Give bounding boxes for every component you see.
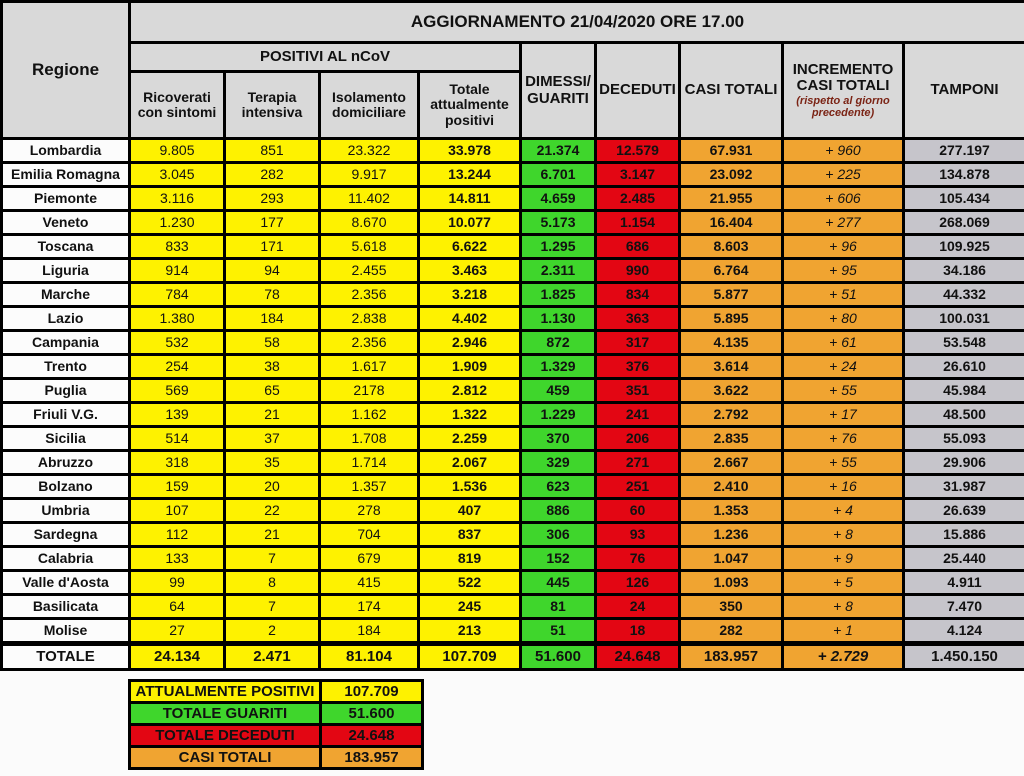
casi-totali-value: 21.955 <box>680 187 783 211</box>
tamponi-value: 105.434 <box>904 187 1024 211</box>
totale-positivi-value: 1.322 <box>419 403 521 427</box>
totale-positivi-value: 3.463 <box>419 259 521 283</box>
tamponi-value: 109.925 <box>904 235 1024 259</box>
deceduti-value: 686 <box>596 235 680 259</box>
region-name: Sardegna <box>2 523 130 547</box>
table-row <box>2 571 1024 595</box>
table-row <box>2 499 1024 523</box>
region-name: Friuli V.G. <box>2 403 130 427</box>
update-title: AGGIORNAMENTO 21/04/2020 ORE 17.00 <box>130 2 1024 43</box>
deceduti-value: 2.485 <box>596 187 680 211</box>
casi-totali-value: 3.622 <box>680 379 783 403</box>
totale-positivi-value: 13.244 <box>419 163 521 187</box>
incremento-value: + 1 <box>783 619 904 644</box>
isolamento-value: 2.356 <box>320 331 419 355</box>
dimessi-guariti-header: DIMESSI/ GUARITI <box>521 43 596 139</box>
tamponi-value: 29.906 <box>904 451 1024 475</box>
ricoverati-value: 254 <box>130 355 225 379</box>
ricoverati-value: 514 <box>130 427 225 451</box>
ricoverati-value: 107 <box>130 499 225 523</box>
casi-totali-value: 4.135 <box>680 331 783 355</box>
region-name: Abruzzo <box>2 451 130 475</box>
incremento-value: + 61 <box>783 331 904 355</box>
incremento-value: + 606 <box>783 187 904 211</box>
dimessi-guariti-value: 370 <box>521 427 596 451</box>
isolamento-value: 174 <box>320 595 419 619</box>
legend-row <box>130 703 423 725</box>
incremento-value: + 95 <box>783 259 904 283</box>
region-name: Emilia Romagna <box>2 163 130 187</box>
tamponi-value: 268.069 <box>904 211 1024 235</box>
region-name: Puglia <box>2 379 130 403</box>
ricoverati-value: 9.805 <box>130 139 225 163</box>
incremento-value: + 8 <box>783 595 904 619</box>
isolamento-value: 8.670 <box>320 211 419 235</box>
casi-totali-value: 2.792 <box>680 403 783 427</box>
dimessi-guariti-value: 6.701 <box>521 163 596 187</box>
terapia-intensiva-value: 38 <box>225 355 320 379</box>
casi-totali-value: 1.093 <box>680 571 783 595</box>
tamponi-value: 4.124 <box>904 619 1024 644</box>
casi-totali-value: 67.931 <box>680 139 783 163</box>
region-name: Trento <box>2 355 130 379</box>
terapia-intensiva-value: 8 <box>225 571 320 595</box>
tamponi-value: 277.197 <box>904 139 1024 163</box>
tamponi-value: 134.878 <box>904 163 1024 187</box>
isolamento-value: 184 <box>320 619 419 644</box>
region-name: Valle d'Aosta <box>2 571 130 595</box>
ricoverati-value: 3.116 <box>130 187 225 211</box>
summary-legend <box>128 679 424 770</box>
terapia-intensiva-value: 94 <box>225 259 320 283</box>
totale-positivi-value: 3.218 <box>419 283 521 307</box>
table-row <box>2 427 1024 451</box>
casi-totali-value: 2.835 <box>680 427 783 451</box>
tamponi-value: 55.093 <box>904 427 1024 451</box>
ricoverati-value: 3.045 <box>130 163 225 187</box>
dimessi-guariti-value: 329 <box>521 451 596 475</box>
isolamento-value: 2.356 <box>320 283 419 307</box>
casi-totali-value: 1.047 <box>680 547 783 571</box>
table-row <box>2 403 1024 427</box>
totale-positivi-value: 107.709 <box>419 644 521 670</box>
ricoverati-value: 139 <box>130 403 225 427</box>
terapia-intensiva-value: 293 <box>225 187 320 211</box>
deceduti-value: 24.648 <box>596 644 680 670</box>
terapia-intensiva-value: 2 <box>225 619 320 644</box>
totale-positivi-value: 4.402 <box>419 307 521 331</box>
region-name: Calabria <box>2 547 130 571</box>
ricoverati-value: 64 <box>130 595 225 619</box>
dimessi-guariti-value: 872 <box>521 331 596 355</box>
deceduti-value: 12.579 <box>596 139 680 163</box>
region-name: Bolzano <box>2 475 130 499</box>
deceduti-value: 3.147 <box>596 163 680 187</box>
table-row <box>2 523 1024 547</box>
totale-positivi-value: 10.077 <box>419 211 521 235</box>
legend-row <box>130 725 423 747</box>
isolamento-value: 679 <box>320 547 419 571</box>
incremento-value: + 960 <box>783 139 904 163</box>
casi-totali-value: 8.603 <box>680 235 783 259</box>
casi-totali-value: 350 <box>680 595 783 619</box>
dimessi-guariti-value: 4.659 <box>521 187 596 211</box>
incremento-value: + 8 <box>783 523 904 547</box>
ricoverati-value: 99 <box>130 571 225 595</box>
totale-positivi-value: 33.978 <box>419 139 521 163</box>
table-row <box>2 187 1024 211</box>
region-name: Umbria <box>2 499 130 523</box>
incremento-value: + 2.729 <box>783 644 904 670</box>
deceduti-value: 271 <box>596 451 680 475</box>
tamponi-value: 53.548 <box>904 331 1024 355</box>
table-row <box>2 307 1024 331</box>
deceduti-value: 126 <box>596 571 680 595</box>
casi-totali-value: 2.410 <box>680 475 783 499</box>
dimessi-guariti-value: 623 <box>521 475 596 499</box>
deceduti-value: 18 <box>596 619 680 644</box>
totale-positivi-value: 522 <box>419 571 521 595</box>
tamponi-value: 4.911 <box>904 571 1024 595</box>
incremento-header-note: (rispetto al giorno precedente) <box>796 94 890 119</box>
isolamento-value: 23.322 <box>320 139 419 163</box>
totale-positivi-value: 14.811 <box>419 187 521 211</box>
tamponi-header: TAMPONI <box>904 43 1024 139</box>
region-name: Molise <box>2 619 130 644</box>
region-name: Sicilia <box>2 427 130 451</box>
tamponi-value: 31.987 <box>904 475 1024 499</box>
isolamento-value: 704 <box>320 523 419 547</box>
tamponi-value: 1.450.150 <box>904 644 1024 670</box>
incremento-value: + 76 <box>783 427 904 451</box>
casi-totali-value: 282 <box>680 619 783 644</box>
totale-positivi-value: 407 <box>419 499 521 523</box>
deceduti-value: 834 <box>596 283 680 307</box>
incremento-value: + 80 <box>783 307 904 331</box>
deceduti-value: 93 <box>596 523 680 547</box>
ricoverati-value: 914 <box>130 259 225 283</box>
terapia-intensiva-value: 35 <box>225 451 320 475</box>
isolamento-value: 2.838 <box>320 307 419 331</box>
isolamento-value: 1.617 <box>320 355 419 379</box>
table-row <box>2 139 1024 163</box>
totale-positivi-value: 2.259 <box>419 427 521 451</box>
region-name: Liguria <box>2 259 130 283</box>
casi-totali-value: 183.957 <box>680 644 783 670</box>
tamponi-value: 100.031 <box>904 307 1024 331</box>
deceduti-value: 60 <box>596 499 680 523</box>
incremento-value: + 17 <box>783 403 904 427</box>
region-name: Marche <box>2 283 130 307</box>
incremento-value: + 55 <box>783 451 904 475</box>
table-row <box>2 355 1024 379</box>
isolamento-value: 2178 <box>320 379 419 403</box>
ricoverati-value: 1.230 <box>130 211 225 235</box>
table-row <box>2 283 1024 307</box>
dimessi-guariti-value: 1.825 <box>521 283 596 307</box>
legend-label: CASI TOTALI <box>130 747 321 769</box>
incremento-value: + 51 <box>783 283 904 307</box>
ricoverati-value: 112 <box>130 523 225 547</box>
incremento-value: + 55 <box>783 379 904 403</box>
table-row <box>2 379 1024 403</box>
isolamento-value: 415 <box>320 571 419 595</box>
totale-row <box>2 644 1024 670</box>
deceduti-value: 317 <box>596 331 680 355</box>
table-row <box>2 619 1024 644</box>
deceduti-header: DECEDUTI <box>596 43 680 139</box>
legend-value: 107.709 <box>321 681 423 703</box>
ricoverati-value: 784 <box>130 283 225 307</box>
table-row <box>2 259 1024 283</box>
casi-totali-value: 3.614 <box>680 355 783 379</box>
deceduti-value: 376 <box>596 355 680 379</box>
terapia-intensiva-value: 851 <box>225 139 320 163</box>
region-name: Basilicata <box>2 595 130 619</box>
isolamento-value: 11.402 <box>320 187 419 211</box>
ricoverati-value: 133 <box>130 547 225 571</box>
totale-positivi-value: 1.536 <box>419 475 521 499</box>
terapia-intensiva-value: 171 <box>225 235 320 259</box>
ricoverati-value: 1.380 <box>130 307 225 331</box>
isolamento-value: 1.162 <box>320 403 419 427</box>
terapia-intensiva-value: 2.471 <box>225 644 320 670</box>
region-name: Lazio <box>2 307 130 331</box>
dimessi-guariti-value: 459 <box>521 379 596 403</box>
isolamento-value: 1.357 <box>320 475 419 499</box>
terapia-intensiva-header: Terapia intensiva <box>225 72 320 139</box>
dimessi-guariti-value: 1.295 <box>521 235 596 259</box>
casi-totali-value: 1.353 <box>680 499 783 523</box>
legend-row <box>130 747 423 769</box>
deceduti-value: 351 <box>596 379 680 403</box>
legend-value: 183.957 <box>321 747 423 769</box>
deceduti-value: 363 <box>596 307 680 331</box>
legend-value: 24.648 <box>321 725 423 747</box>
dimessi-guariti-value: 1.130 <box>521 307 596 331</box>
table-row <box>2 211 1024 235</box>
dimessi-guariti-value: 51 <box>521 619 596 644</box>
totale-positivi-value: 245 <box>419 595 521 619</box>
ricoverati-value: 569 <box>130 379 225 403</box>
incremento-value: + 277 <box>783 211 904 235</box>
isolamento-value: 9.917 <box>320 163 419 187</box>
table-row <box>2 595 1024 619</box>
terapia-intensiva-value: 21 <box>225 523 320 547</box>
casi-totali-value: 2.667 <box>680 451 783 475</box>
deceduti-value: 24 <box>596 595 680 619</box>
totale-positivi-value: 819 <box>419 547 521 571</box>
incremento-header <box>783 43 904 139</box>
terapia-intensiva-value: 22 <box>225 499 320 523</box>
legend-label: TOTALE GUARITI <box>130 703 321 725</box>
incremento-header-title: INCREMENTO CASI TOTALI <box>792 60 894 95</box>
tamponi-value: 25.440 <box>904 547 1024 571</box>
dimessi-guariti-value: 152 <box>521 547 596 571</box>
terapia-intensiva-value: 37 <box>225 427 320 451</box>
terapia-intensiva-value: 20 <box>225 475 320 499</box>
isolamento-value: 278 <box>320 499 419 523</box>
table-row <box>2 475 1024 499</box>
tamponi-value: 7.470 <box>904 595 1024 619</box>
tamponi-value: 15.886 <box>904 523 1024 547</box>
table-row <box>2 163 1024 187</box>
deceduti-value: 241 <box>596 403 680 427</box>
region-name: Toscana <box>2 235 130 259</box>
totale-positivi-value: 213 <box>419 619 521 644</box>
table-row <box>2 331 1024 355</box>
terapia-intensiva-value: 177 <box>225 211 320 235</box>
dimessi-guariti-value: 886 <box>521 499 596 523</box>
terapia-intensiva-value: 282 <box>225 163 320 187</box>
casi-totali-value: 16.404 <box>680 211 783 235</box>
dimessi-guariti-value: 81 <box>521 595 596 619</box>
totale-positivi-header: Totale attualmente positivi <box>419 72 521 139</box>
terapia-intensiva-value: 65 <box>225 379 320 403</box>
deceduti-value: 251 <box>596 475 680 499</box>
isolamento-value: 2.455 <box>320 259 419 283</box>
region-name: Veneto <box>2 211 130 235</box>
ricoverati-header: Ricoverati con sintomi <box>130 72 225 139</box>
totale-positivi-value: 837 <box>419 523 521 547</box>
incremento-value: + 96 <box>783 235 904 259</box>
dimessi-guariti-value: 1.229 <box>521 403 596 427</box>
tamponi-value: 26.610 <box>904 355 1024 379</box>
table-row <box>2 547 1024 571</box>
deceduti-value: 206 <box>596 427 680 451</box>
ricoverati-value: 833 <box>130 235 225 259</box>
table-row <box>2 235 1024 259</box>
legend-label: TOTALE DECEDUTI <box>130 725 321 747</box>
terapia-intensiva-value: 7 <box>225 595 320 619</box>
totale-positivi-value: 2.067 <box>419 451 521 475</box>
deceduti-value: 1.154 <box>596 211 680 235</box>
regione-column-header: Regione <box>2 2 130 139</box>
isolamento-value: 1.708 <box>320 427 419 451</box>
totale-positivi-value: 6.622 <box>419 235 521 259</box>
dimessi-guariti-value: 5.173 <box>521 211 596 235</box>
incremento-value: + 24 <box>783 355 904 379</box>
totale-positivi-value: 2.812 <box>419 379 521 403</box>
dimessi-guariti-value: 2.311 <box>521 259 596 283</box>
casi-totali-value: 1.236 <box>680 523 783 547</box>
incremento-value: + 16 <box>783 475 904 499</box>
table-row <box>2 451 1024 475</box>
tamponi-value: 26.639 <box>904 499 1024 523</box>
dimessi-guariti-value: 1.329 <box>521 355 596 379</box>
casi-totali-header: CASI TOTALI <box>680 43 783 139</box>
tamponi-value: 45.984 <box>904 379 1024 403</box>
dimessi-guariti-value: 21.374 <box>521 139 596 163</box>
terapia-intensiva-value: 78 <box>225 283 320 307</box>
terapia-intensiva-value: 184 <box>225 307 320 331</box>
terapia-intensiva-value: 7 <box>225 547 320 571</box>
ricoverati-value: 27 <box>130 619 225 644</box>
ricoverati-value: 24.134 <box>130 644 225 670</box>
deceduti-value: 990 <box>596 259 680 283</box>
legend-value: 51.600 <box>321 703 423 725</box>
tamponi-value: 44.332 <box>904 283 1024 307</box>
isolamento-value: 81.104 <box>320 644 419 670</box>
isolamento-header: Isolamento domiciliare <box>320 72 419 139</box>
isolamento-value: 5.618 <box>320 235 419 259</box>
incremento-value: + 225 <box>783 163 904 187</box>
casi-totali-value: 6.764 <box>680 259 783 283</box>
totale-positivi-value: 1.909 <box>419 355 521 379</box>
legend-row <box>130 681 423 703</box>
legend-label: ATTUALMENTE POSITIVI <box>130 681 321 703</box>
tamponi-value: 34.186 <box>904 259 1024 283</box>
positivi-group-header: POSITIVI AL nCoV <box>130 43 521 72</box>
casi-totali-value: 5.877 <box>680 283 783 307</box>
ricoverati-value: 159 <box>130 475 225 499</box>
region-name: Piemonte <box>2 187 130 211</box>
dimessi-guariti-value: 445 <box>521 571 596 595</box>
ricoverati-value: 318 <box>130 451 225 475</box>
ricoverati-value: 532 <box>130 331 225 355</box>
terapia-intensiva-value: 58 <box>225 331 320 355</box>
dimessi-guariti-value: 51.600 <box>521 644 596 670</box>
incremento-value: + 5 <box>783 571 904 595</box>
region-name: Lombardia <box>2 139 130 163</box>
isolamento-value: 1.714 <box>320 451 419 475</box>
terapia-intensiva-value: 21 <box>225 403 320 427</box>
dimessi-guariti-value: 306 <box>521 523 596 547</box>
totale-positivi-value: 2.946 <box>419 331 521 355</box>
incremento-value: + 4 <box>783 499 904 523</box>
tamponi-value: 48.500 <box>904 403 1024 427</box>
casi-totali-value: 5.895 <box>680 307 783 331</box>
casi-totali-value: 23.092 <box>680 163 783 187</box>
deceduti-value: 76 <box>596 547 680 571</box>
region-name: TOTALE <box>2 644 130 670</box>
incremento-value: + 9 <box>783 547 904 571</box>
region-name: Campania <box>2 331 130 355</box>
